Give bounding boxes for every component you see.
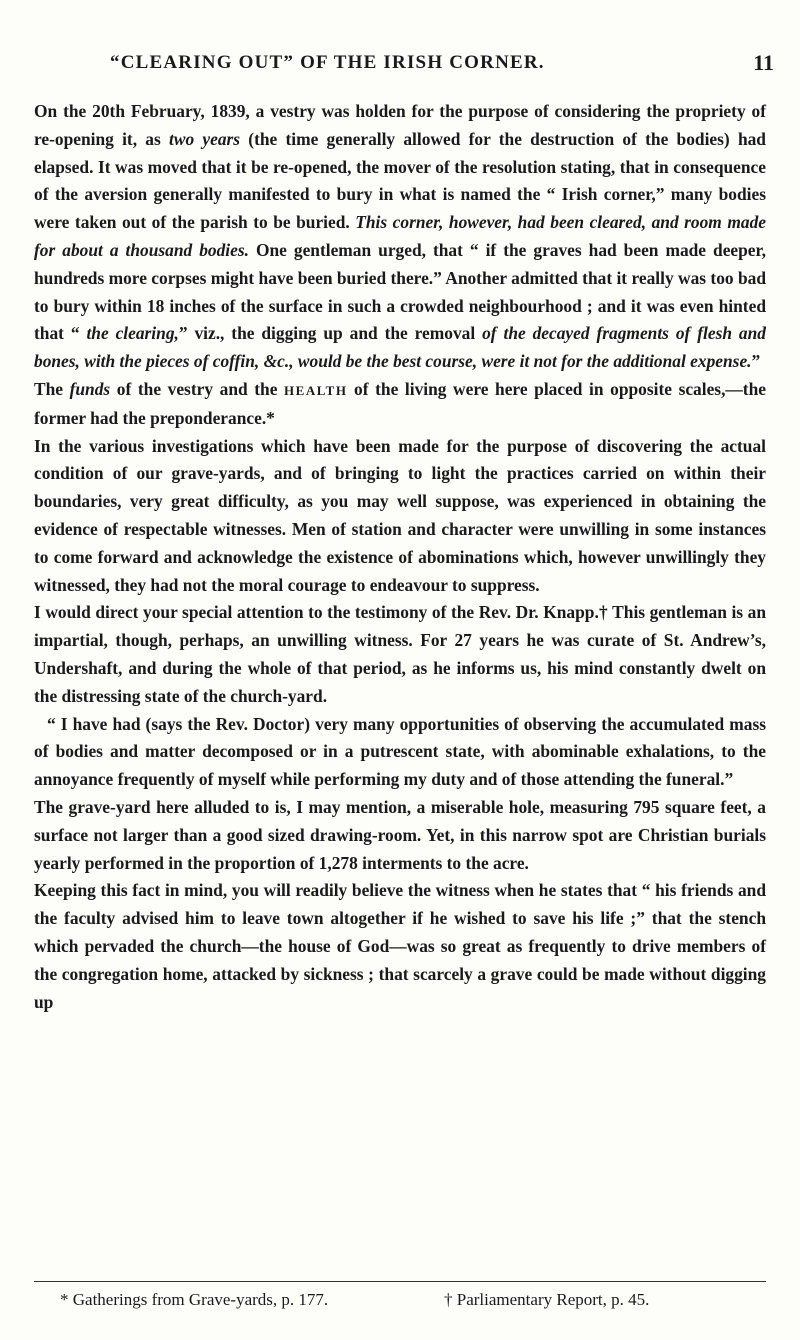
paragraph-witness-statement: Keeping this fact in mind, you will readily believe the witness when he states that “ his friends and the faculty advised him to leave town altogether if he wished to save his life ;” that the stench which pervaded the church—the house of God—was so great as frequently to drive members of the congregation home, attacked by sickness ; that scarcely a grave could be made without digging up — [34, 880, 766, 1012]
text-span: On the 20th February, 1839, a vestry was holden for the purpose of considering the propriety of re-opening it, as — [34, 101, 766, 149]
text-span: of the living were here placed in opposite scales,—the former had the preponderance.* — [34, 378, 766, 428]
text-span: ” viz., the digging up and the removal — [178, 323, 483, 344]
italic-span: two years — [169, 128, 241, 149]
italic-span: This corner, however, had been cleared, and room made for about a thousand bodies. — [34, 212, 766, 260]
paragraph-knapp-quote: “ I have had (says the Rev. Doctor) very many opportunities of observing the accumulated mass of bodies and matter decomposed or in a putrescent state, with abominable exhalations, to the annoyance frequently of myself while performing my duty and of those attending the funeral.” — [34, 713, 766, 790]
text-span: (the time generally allowed for the destruction of the bodies) had elapsed. It was moved that it be re-opened, the mover of the resolution stating, that in consequence of the aversion generally manifested to bury in what is named the “ Irish corner,” many bodies were taken out of the parish to be buried. — [34, 128, 766, 233]
running-head — [110, 52, 774, 82]
page-number: 11 — [753, 50, 774, 75]
text-span: One gentleman urged, that “ if the graves had been made deeper, hundreds more corpses might have been buried there.” Another admitted that it really was too bad to bury within 18 inches of the surface in such a crowded neighbourhood ; and it was even hinted that “ — [34, 239, 766, 344]
paragraph-funds-and-health — [34, 376, 766, 433]
text-span: ” — [751, 351, 761, 372]
running-title: “CLEARING OUT” OF THE IRISH CORNER. — [110, 52, 545, 73]
text-span: The — [34, 378, 70, 399]
body-text — [34, 98, 766, 1016]
paragraph-grave-yard-size: The grave-yard here alluded to is, I may mention, a miserable hole, measuring 795 square feet, a surface not larger than a good sized drawing-room. Yet, in this narrow spot are Christian burials yearly performed in the proportion of 1,278 interments to the acre. — [34, 796, 766, 873]
footnotes — [60, 1290, 760, 1316]
italic-span: the clearing, — [86, 323, 179, 344]
text-span: of the vestry and the — [110, 378, 285, 399]
smallcaps-span: HEALTH — [284, 382, 348, 398]
paragraph-vestry-meeting — [34, 98, 766, 376]
paragraph-knapp-testimony: I would direct your special attention to the testimony of the Rev. Dr. Knapp.† This gentleman is an impartial, though, perhaps, an unwilling witness. For 27 years he was curate of St. Andrew’s, Undershaft, and during the whole of that period, as he informs us, his mind constantly dwelt on the distressing state of the church-yard. — [34, 602, 766, 706]
italic-span: funds — [69, 378, 111, 399]
paragraph-investigations: In the various investigations which have been made for the purpose of discovering the actual condition of our grave-yards, and of bringing to light the practices carried on within their boundaries, very great difficulty, as you may well suppose, was experienced in obtaining the evidence of respectable witnesses. Men of station and character were unwilling in some instances to come forward and acknowledge the existence of abominations which, however unwillingly they witnessed, they had not the moral courage to endeavour to suppress. — [34, 435, 766, 595]
footnote-rule — [34, 1281, 766, 1282]
footnote-gatherings: * Gatherings from Grave-yards, p. 177. — [60, 1290, 329, 1309]
italic-span: of the decayed fragments of flesh and bones, with the pieces of coffin, &c., would be the best course, were it not for the additional expense. — [34, 323, 766, 372]
footnote-parliamentary-report: † Parliamentary Report, p. 45. — [444, 1290, 650, 1309]
